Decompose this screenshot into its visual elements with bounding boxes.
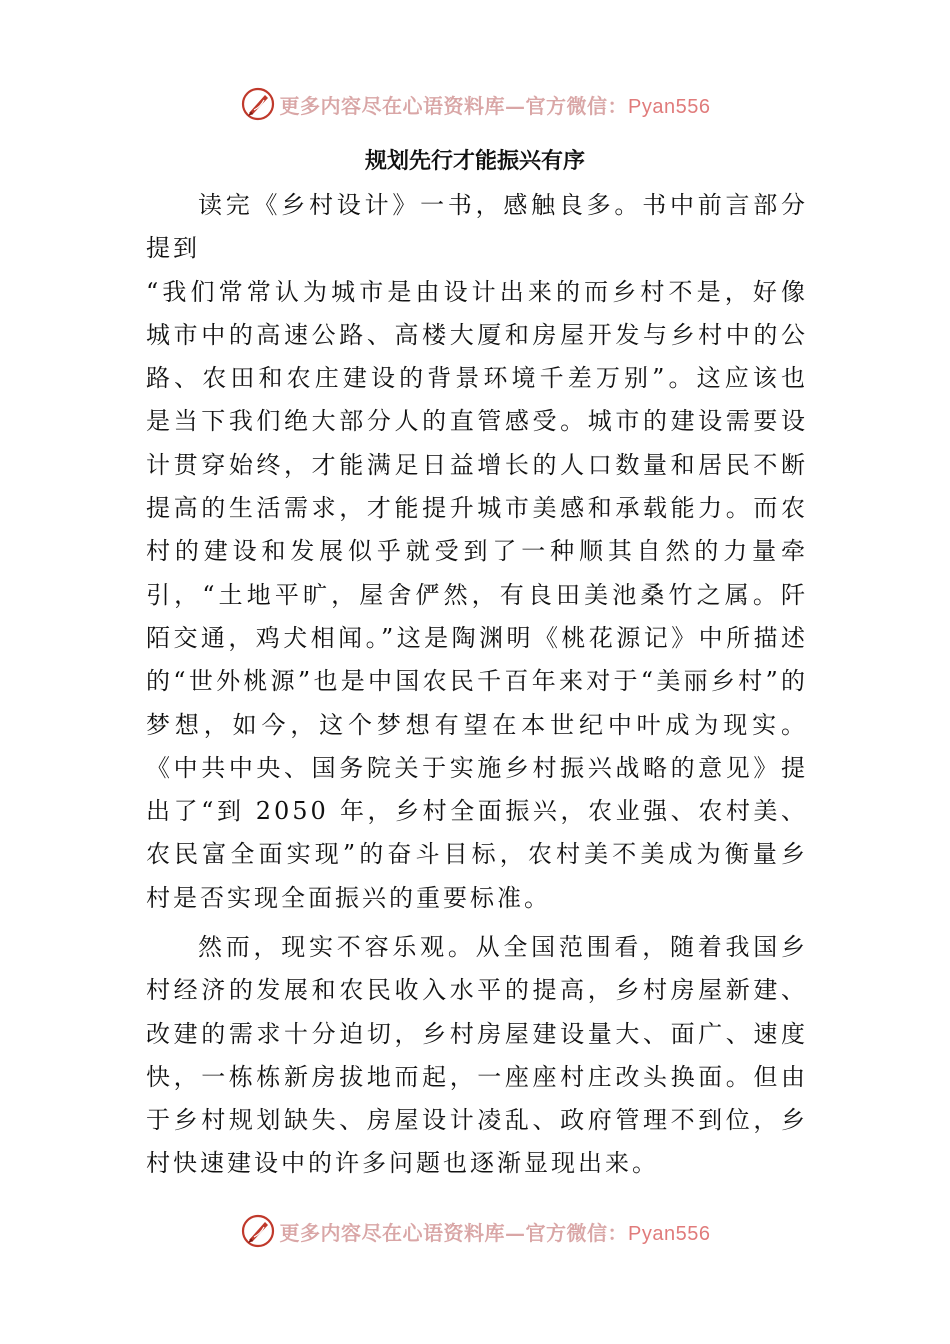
quill-pen-logo-icon [240, 1213, 276, 1249]
quill-pen-logo-icon [240, 86, 276, 122]
paragraph-reality: 然而，现实不容乐观。从全国范围看，随着我国乡村经济的发展和农民收入水平的提高，乡村房屋新建、改建的需求十分迫切，乡村房屋建设量大、面广、速度快，一栋栋新房拔地而起，一座座村庄改头换面。但由于乡村规划缺失、房屋设计凌乱、政府管理不到位，乡村快速建设中的许多问题也逐渐显现出来。 [146, 933, 808, 1178]
header-watermark-banner [0, 82, 950, 126]
paragraph-quote: “我们常常认为城市是由设计出来的而乡村不是，好像城市中的高速公路、高楼大厦和房屋开发与乡村中的公路、农田和农庄建设的背景环境千差万别”。这应该也是当下我们绝大部分人的直管感受。城市的建设需要设计贯穿始终，才能满足日益增长的人口数量和居民不断提高的生活需求，才能提升城市美感和承载能力。而农村的建设和发展似乎就受到了一种顺其自然的力量牵引，“土地平旷，屋舍俨然，有良田美池桑竹之属。阡陌交通，鸡犬相闻。”这是陶渊明《桃花源记》中所描述的“世外桃源”也是中国农民千百年来对于“美丽乡村”的梦想，如今，这个梦想有望在本世纪中叶成为现实。《中共中央、国务院关于实施乡村振兴战略的意见》提出了“到 2050 年，乡村全面振兴，农业强、农村美、农民富全面实现”的奋斗目标，农村美不美成为衡量乡村是否实现全面振兴的重要标准。 [146, 277, 808, 912]
watermark-text: 更多内容尽在心语资料库—官方微信：Pyan556 [279, 1220, 711, 1245]
body-section-1 [146, 184, 808, 920]
watermark-text: 更多内容尽在心语资料库—官方微信：Pyan556 [279, 93, 711, 118]
wechat-id: Pyan556 [628, 1222, 711, 1245]
paragraph-intro: 读完《乡村设计》一书，感触良多。书中前言部分提到 [146, 191, 808, 263]
document-title: 规划先行才能振兴有序 [364, 149, 585, 174]
wechat-id: Pyan556 [628, 95, 711, 118]
footer-watermark-banner [0, 1209, 950, 1253]
